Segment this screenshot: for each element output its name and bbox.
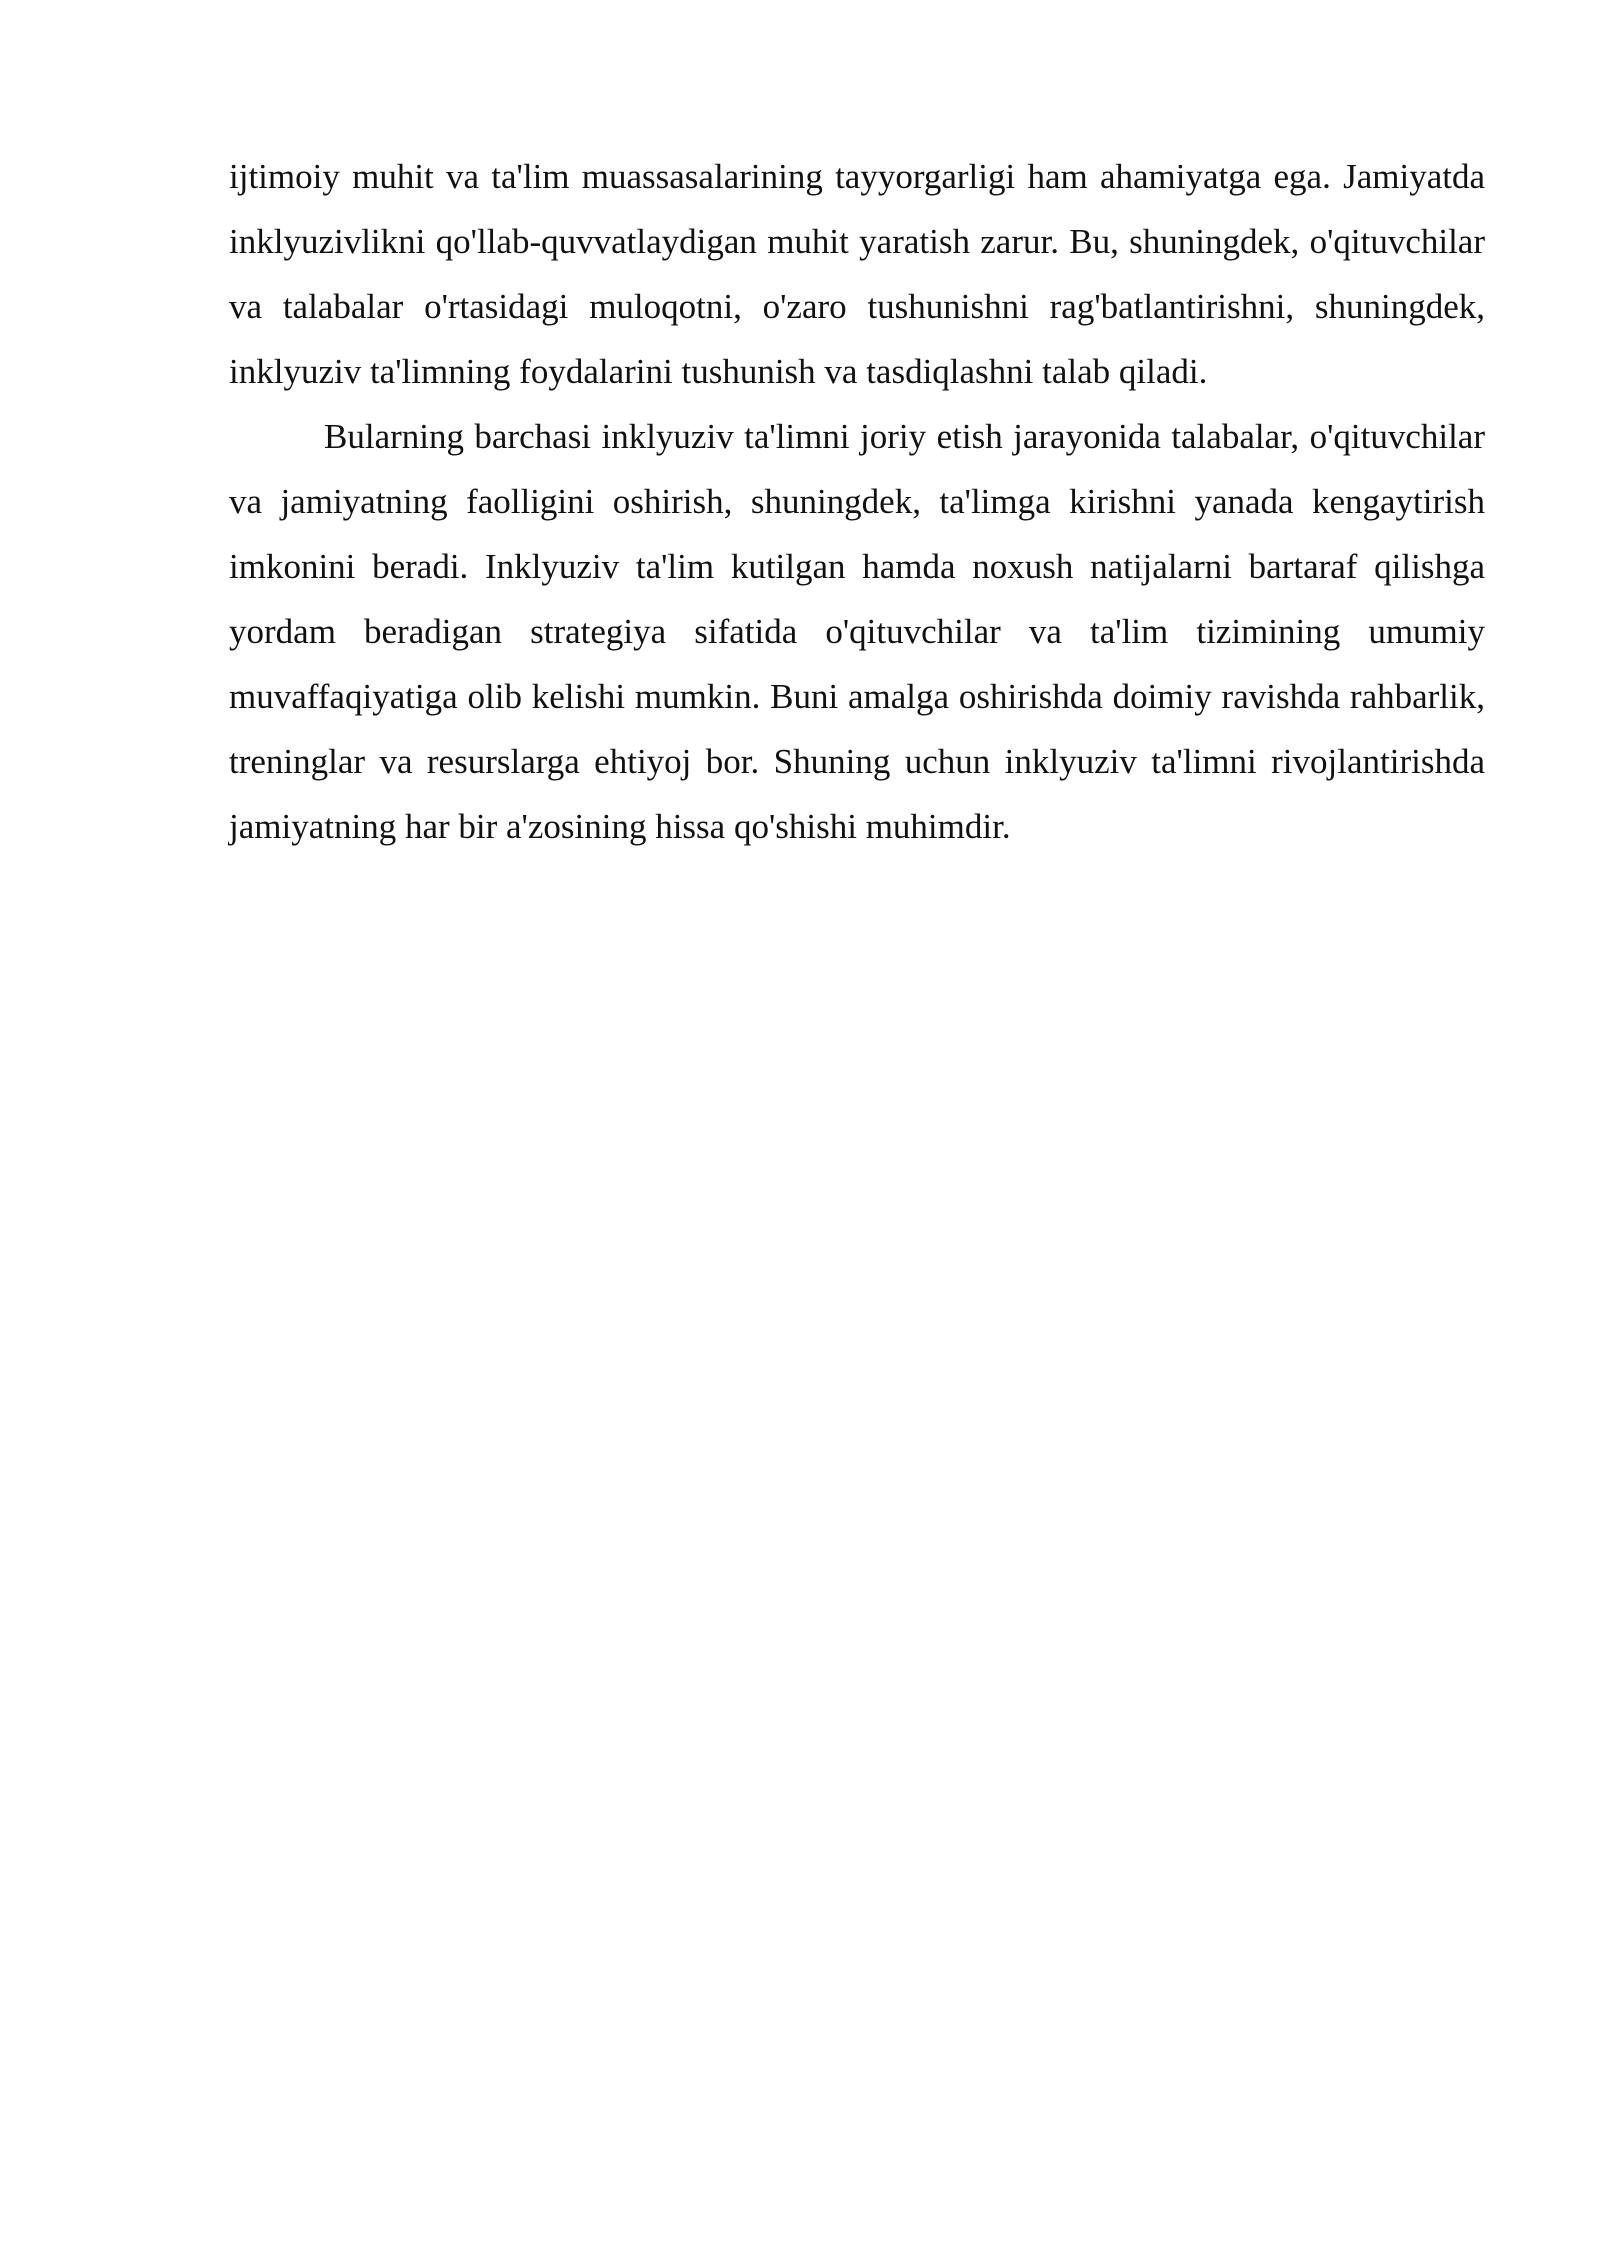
paragraph-conclusion: Bularning barchasi inklyuziv ta'limni joriy etish jarayonida talabalar, o'qituvchilar va jamiyatning faolligini oshirish, shuningdek, ta'limga kirishni yanada kengaytirish imkonini beradi. Inklyuziv ta'lim kutilgan hamda noxush natijalarni bartaraf qilishga yordam beradigan strategiya sifatida o'qituvchilar va ta'lim tizimining umumiy muvaffaqiyatiga olib kelishi mumkin. Buni amalga oshirishda doimiy ravishda rahbarlik, treninglar va resurslarga ehtiyoj bor. Shuning uchun inklyuziv ta'limni rivojlantirishda jamiyatning har bir a'zosining hissa qo'shishi muhimdir.	[229, 417, 1485, 846]
paragraph-continuation: ijtimoiy muhit va ta'lim muassasalarining tayyorgarligi ham ahamiyatga ega. Jamiyatda inklyuzivlikni qo'llab-quvvatlaydigan muhit yaratish zarur. Bu, shuningdek, o'qituvchilar va talabalar o'rtasidagi muloqotni, o'zaro tushunishni rag'batlantirishni, shuningdek, inklyuziv ta'limning foydalarini tushunish va tasdiqlashni talab qiladi.	[229, 157, 1485, 391]
body-text	[229, 144, 1485, 859]
